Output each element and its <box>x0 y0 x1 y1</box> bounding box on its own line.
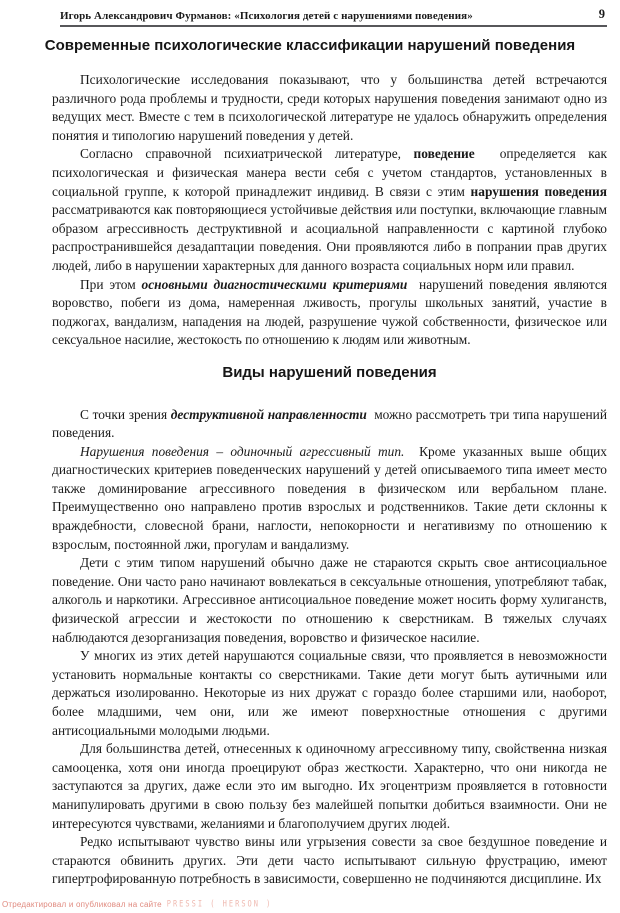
running-header <box>60 7 607 27</box>
text-run: При этом <box>80 276 142 292</box>
paragraph <box>52 554 607 647</box>
text-run: У многих из этих детей нарушаются социальные связи, что проявляется в невозможности установить нормальные контакты со сверстниками. Такие дети могут быть аутичными или держаться изолированно. Некоторые из них дружат с гораздо более старшими или, наоборот, более младшими, чем они, или же имеют поверхностные отношения с другими антисоциальными молодыми людьми. <box>52 648 607 738</box>
paragraph <box>52 406 607 443</box>
text-run: Нарушения поведения – одиночный агрессивный тип. <box>80 443 405 459</box>
paragraph <box>52 740 607 833</box>
text-run: поведение <box>413 146 475 162</box>
text-run: С точки зрения <box>80 406 171 422</box>
paragraph <box>52 145 607 275</box>
page-number: 9 <box>598 7 605 21</box>
text-run: Кроме указанных выше общих диагностических критериев поведенческих нарушений у детей описываемого типа имеет место также доминирование агрессивного поведения в физическом или вербальном плане. Преимущественно оно направлено против взрослых и родственников. Такие дети склонны к враждебности, словесной брани, наглости, непокорности и негативизму по отношению к взрослым, постоянной лжи, прогулам и вандализму. <box>52 443 607 552</box>
footer-watermark <box>2 900 272 909</box>
text-run: Согласно справочной психиатрической литературе, <box>80 146 414 162</box>
header-book-title: Игорь Александрович Фурманов: «Психология детей с нарушениями поведения» <box>60 10 473 22</box>
text-run: нарушений поведения являются воровство, побеги из дома, намеренная лживость, прогулы школьных занятий, участие в поджогах, вандализм, нападения на людей, разрушение чужой собственности, физическое или сексуальное насилие, жестокость по отношению к людям или животным. <box>52 276 607 348</box>
text-run: нарушения поведения <box>470 183 607 199</box>
text-run: деструктивной направленности <box>170 406 367 422</box>
watermark-brand: PRESSI ( HERSON ) <box>166 899 273 909</box>
text-run: основными диагностическими критериями <box>141 276 408 292</box>
body-content <box>52 71 607 889</box>
text-run: Для большинства детей, отнесенных к одиночному агрессивному типу, свойственна низкая самооценка, хотя они иногда проецируют образ жесткости. Характерно, что они никогда не заступаются за других, даже если это им выгодно. Их эгоцентризм проявляется в готовности манипулировать другими в свою пользу без малейшей попытки добиться взаимности. Они не интересуются чувствами, желаниями и благополучием других людей. <box>52 741 607 831</box>
page-title: Современные психологические классификации нарушений поведения <box>44 37 576 54</box>
watermark-text: Отредактировал и опубликовал на сайте <box>2 900 162 909</box>
text-run: Психологические исследования показывают, что у большинства детей встречаются различного рода проблемы и трудности, среди которых нарушения поведения занимают одно из ведущих мест. Вместе с тем в психологической литературе не удалось обнаружить определения понятия и типологию нарушений поведения у детей. <box>52 72 607 143</box>
paragraph <box>52 443 607 555</box>
text-run: Редко испытывают чувство вины или угрызения совести за свое бездушное поведение и стараются обвинить других. Эти дети часто испытывают сильную фрустрацию, имеют гипертрофированную потребность в зависимости, совершенно не подчиняются дисциплине. Их <box>52 834 607 887</box>
text-run: определяется как психологическая и физическая манера вести себя с учетом стандартов, установленных в социальной группе, к которой принадлежит индивид. В связи с этим <box>52 146 607 199</box>
text-run: Дети с этим типом нарушений обычно даже не стараются скрыть свое антисоциальное поведение. Они часто рано начинают вовлекаться в сексуальные отношения, употребляют табак, алкоголь и наркотики. Агрессивное антисоциальное поведение может носить форму хулиганств, физической агрессии и жестокости по отношению к сверстникам. В тяжелых случаях наблюдаются дезорганизация поведения, воровство и физическое насилие. <box>52 555 607 645</box>
paragraph <box>52 833 607 889</box>
paragraph <box>52 647 607 740</box>
text-run: можно рассмотреть три типа нарушений поведения. <box>52 406 608 441</box>
paragraph <box>52 71 607 145</box>
section-subheading: Виды нарушений поведения <box>222 363 437 381</box>
paragraph <box>52 276 607 350</box>
text-run: рассматриваются как повторяющиеся устойчивые действия или поступки, включающие главным образом агрессивность деструктивной и асоциальной направленности с картиной глубоко распространившейся дезадаптации поведения. Они проявляются либо в попрании прав других людей, либо в нарушении характерных для данного возраста социальных норм или правил. <box>52 202 607 273</box>
